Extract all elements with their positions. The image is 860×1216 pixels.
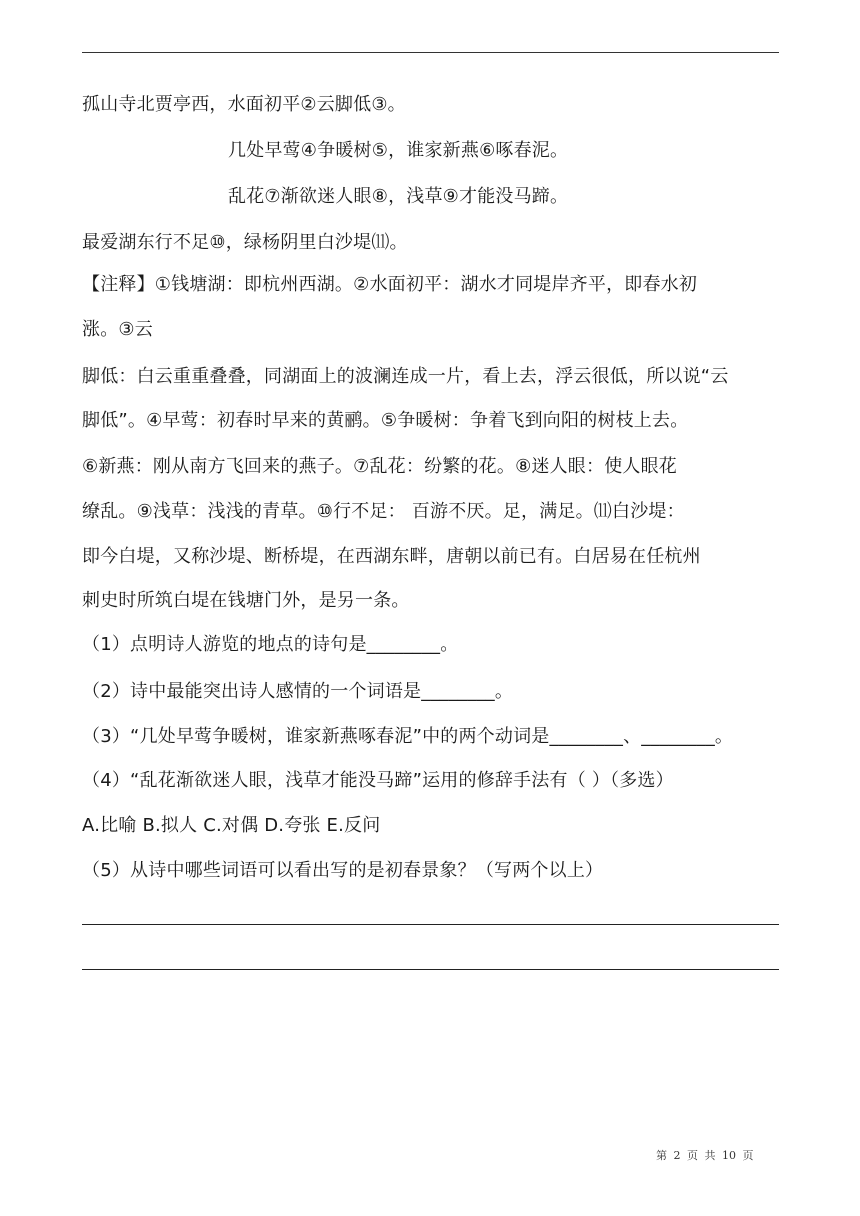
notes-line-3: 脚低：白云重重叠叠，同湖面上的波澜连成一片，看上去，浮云很低，所以说“云 [82,366,729,387]
notes-line-8: 刺史时所筑白堤在钱塘门外，是另一条。 [82,590,410,611]
question-3: （3）“几处早莺争暖树，谁家新燕啄春泥”中的两个动词是________、________。 [82,726,734,747]
notes-line-7: 即今白堤，又称沙堤、断桥堤，在西湖东畔，唐朝以前已有。白居易在任杭州 [82,546,701,567]
question-5: （5）从诗中哪些词语可以看出写的是初春景象？（写两个以上） [82,860,604,881]
answer-line-2 [82,969,779,970]
question-4: （4）“乱花渐欲迷人眼，浅草才能没马蹄”运用的修辞手法有（ ）（多选） [82,770,674,791]
notes-line-2: 涨。③云 [82,319,153,340]
page-number: 第 2 页 共 10 页 [656,1149,754,1162]
question-4-options: A.比喻 B.拟人 C.对偶 D.夸张 E.反问 [82,815,381,836]
poem-line-1: 孤山寺北贾亭西，水面初平②云脚低③。 [82,94,406,115]
poem-line-3: 乱花⑦渐欲迷人眼⑧，浅草⑨才能没马蹄。 [228,186,569,207]
notes-line-5: ⑥新燕：刚从南方飞回来的燕子。⑦乱花：纷繁的花。⑧迷人眼：使人眼花 [82,456,678,477]
question-2: （2）诗中最能突出诗人感情的一个词语是________。 [82,681,514,702]
notes-line-1: 【注释】①钱塘湖：即杭州西湖。②水面初平：湖水才同堤岸齐平，即春水初 [82,274,698,295]
header-rule [82,52,779,53]
poem-line-4: 最爱湖东行不足⑩，绿杨阴里白沙堤⑾。 [82,232,408,253]
notes-line-4: 脚低”。④早莺：初春时早来的黄鹂。⑤争暖树：争着飞到向阳的树枝上去。 [82,410,689,431]
notes-line-6: 缭乱。⑨浅草：浅浅的青草。⑩行不足： 百游不厌。足，满足。⑾白沙堤： [82,501,685,522]
poem-line-2: 几处早莺④争暖树⑤，谁家新燕⑥啄春泥。 [228,140,569,161]
question-1: （1）点明诗人游览的地点的诗句是________。 [82,634,459,655]
answer-line-1 [82,924,779,925]
